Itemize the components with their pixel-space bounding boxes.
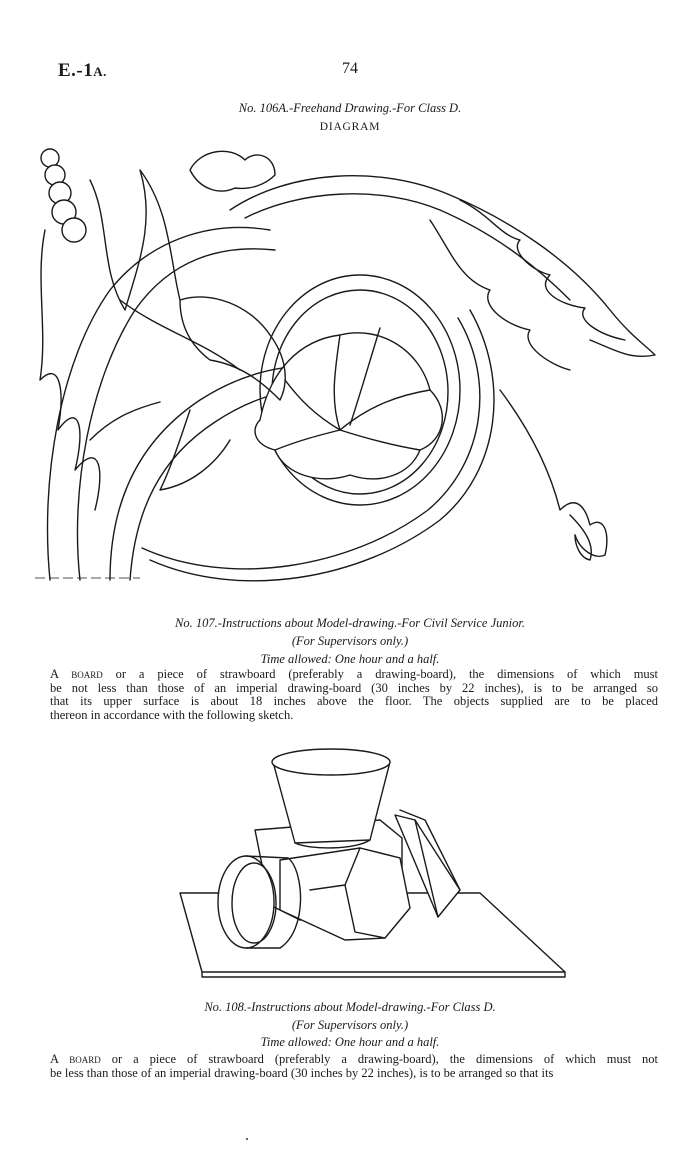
model-drawing-sketch [170,740,570,980]
section-107-note: (For Supervisors only.) [291,634,409,648]
section-107-paragraph [50,668,658,722]
section-107-line: or a piece of strawboard (preferably a drawing-board), the dimensions of which must [102,667,658,681]
section-106a-title: No. 106A.-Freehand Drawing.-For Class D. [238,101,462,115]
section-107-lead: A board [50,667,103,681]
section-107-line: that its upper surface is about 18 inches above the floor. The objects supplied are to be placed [50,694,658,708]
plate-reference-main: E.-1 [58,60,94,81]
section-107-line: thereon in accordance with the following sketch. [50,707,294,722]
section-108-paragraph [50,1053,658,1080]
section-107-time: Time allowed: One hour and a half. [260,652,440,666]
section-108-line: or a piece of strawboard (preferably a drawing-board), the dimensions of which must not [100,1052,658,1066]
section-106a-subtitle: DIAGRAM [319,121,381,133]
section-107-title: No. 107.-Instructions about Model-drawing.-For Civil Service Junior. [175,616,525,630]
section-107-line: be not less than those of an imperial drawing-board (30 inches by 22 inches), is to be arranged so [50,680,658,695]
plate-reference-suffix: A. [93,64,107,79]
section-108-lead: A board [50,1052,101,1066]
page-number: 74 [342,60,358,77]
section-108-note: (For Supervisors only.) [291,1018,409,1032]
print-speck [246,1138,248,1140]
section-108-line: be less than those of an imperial drawing-board (30 inches by 22 inches), is to be arranged so that its [50,1065,554,1080]
acanthus-scroll-diagram [30,140,670,590]
section-108-time: Time allowed: One hour and a half. [260,1035,440,1049]
section-108-title: No. 108.-Instructions about Model-drawing.-For Class D. [204,1000,496,1014]
